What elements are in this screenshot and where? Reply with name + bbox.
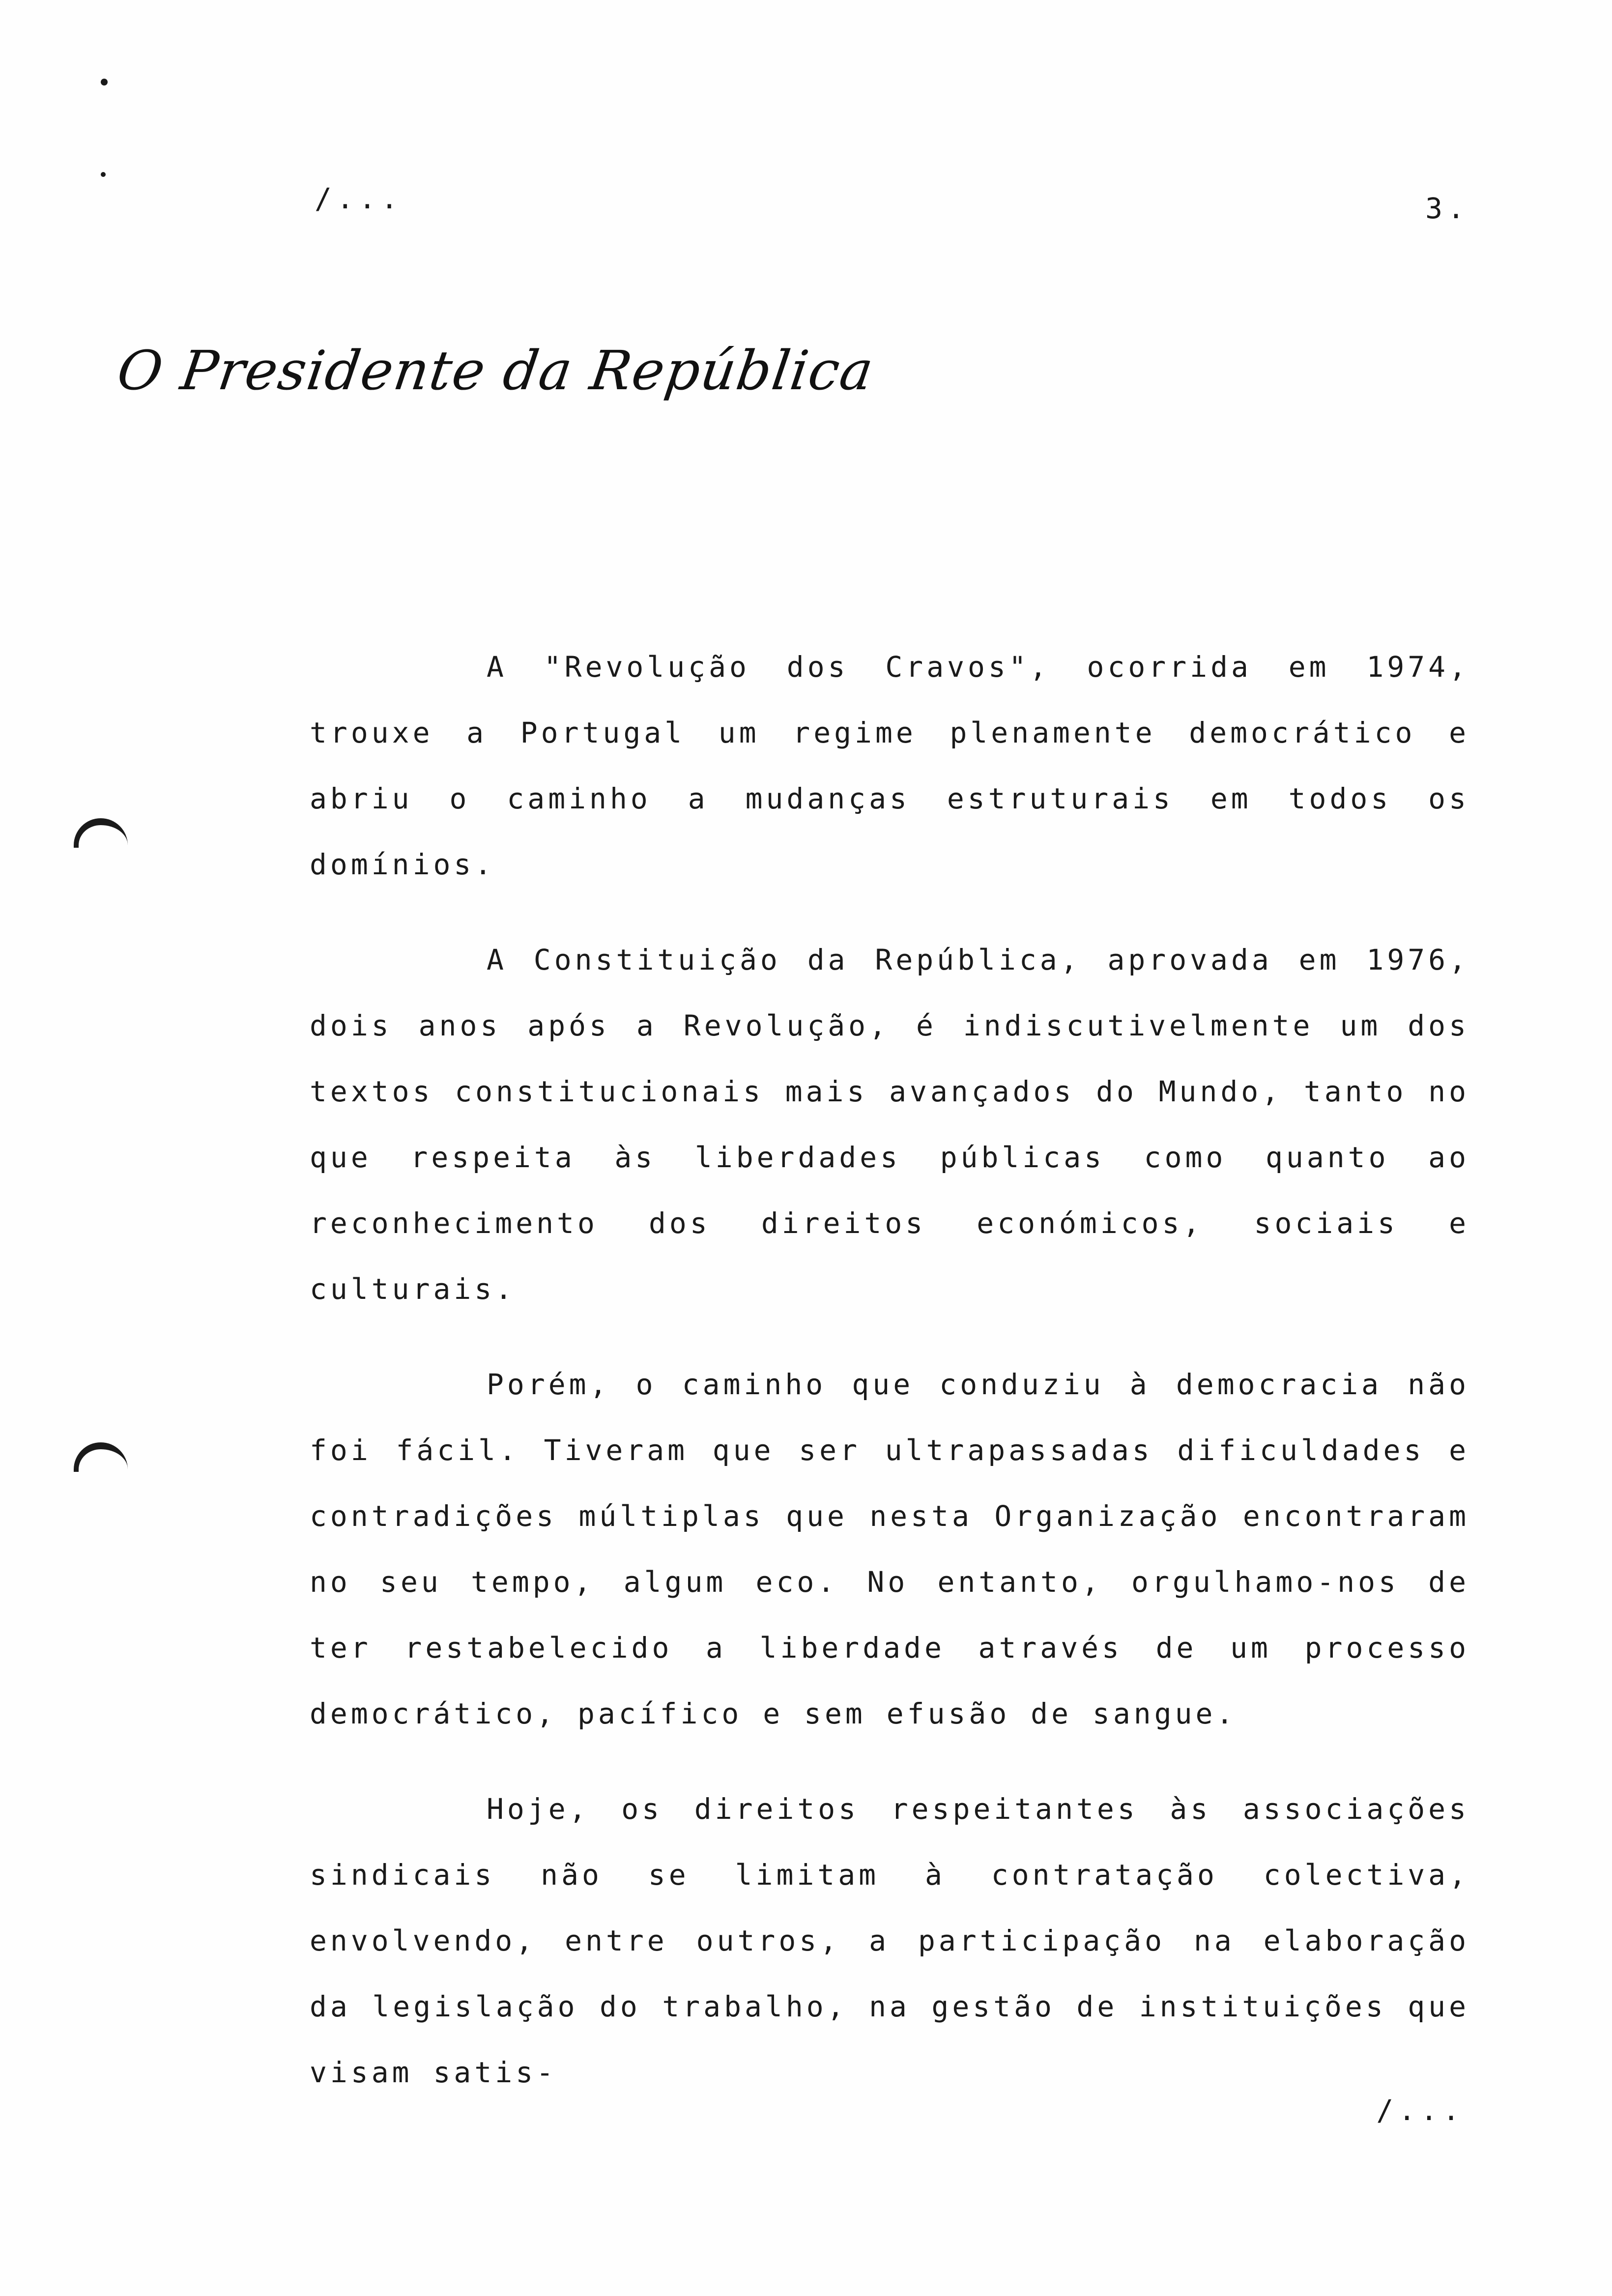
letterhead: O Presidente da República [114, 339, 878, 402]
page-number: 3. [1425, 192, 1469, 225]
continuation-mark-top: /... [315, 182, 403, 215]
paragraph: Porém, o caminho que conduziu à democracia não foi fácil. Tiveram que ser ultrapassadas dificuldades e contradições múltiplas que nesta Organização encontraram no seu tempo, algum eco. No entanto, orgulhamo-nos de ter restabelecido a liberdade através de um processo democrático, pacífico e sem efusão de sangue. [310, 1368, 1469, 1730]
body-text [310, 634, 1469, 2135]
punch-hole-mark [74, 818, 128, 848]
continuation-mark-bottom: /... [1376, 2094, 1465, 2127]
scan-dot [101, 172, 106, 177]
paragraph: A "Revolução dos Cravos", ocorrida em 1974, trouxe a Portugal um regime plenamente democrático e abriu o caminho a mudanças estruturais em todos os domínios. [310, 650, 1469, 881]
paragraph: A Constituição da República, aprovada em 1976, dois anos após a Revolução, é indiscutivelmente um dos textos constitucionais mais avançados do Mundo, tanto no que respeita às liberdades públicas como quanto ao reconhecimento dos direitos económicos, sociais e culturais. [310, 943, 1469, 1306]
paragraph: Hoje, os direitos respeitantes às associações sindicais não se limitam à contratação colectiva, envolvendo, entre outros, a participação na elaboração da legislação do trabalho, na gestão de instituições que visam satis- [310, 1792, 1469, 2089]
scan-dot [101, 79, 108, 86]
punch-hole-mark [74, 1442, 128, 1472]
